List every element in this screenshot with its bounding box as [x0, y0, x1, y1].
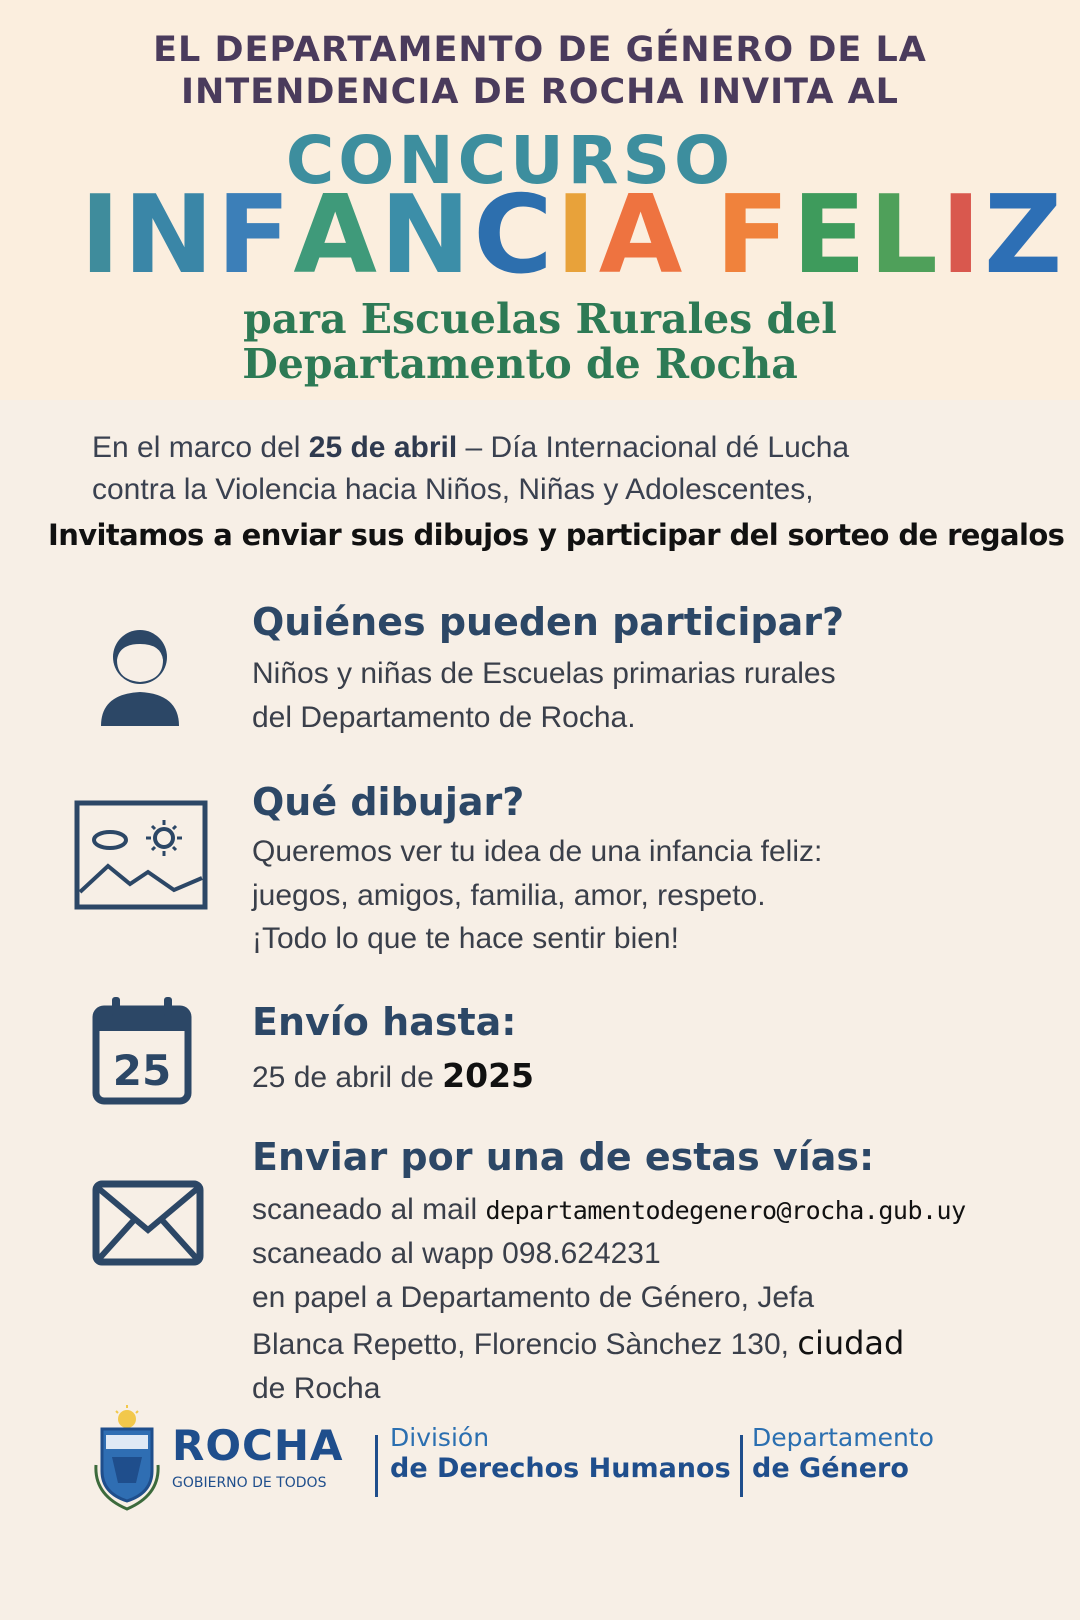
- deadline-title: Envío hasta:: [252, 1000, 517, 1044]
- intro-heading-line2: INTENDENCIA DE ROCHA INVITA AL: [181, 72, 899, 112]
- deadline-text: 25 de abril de 2025: [252, 1056, 534, 1095]
- rocha-coat-of-arms-icon: [92, 1405, 162, 1515]
- title-letter: N: [123, 173, 217, 298]
- send-text: scaneado al mail departamentodegenero@rocha.gub.uy scaneado al wapp 098.624231 en papel a Departamento de Género, Jefa Blanca Repetto, Florencio Sànchez 130, ciudad de Rocha: [252, 1188, 1052, 1411]
- title-letter: F: [715, 173, 793, 298]
- what-text: Queremos ver tu idea de una infancia feliz: juegos, amigos, familia, amor, respeto. ¡Todo lo que te hace sentir bien!: [252, 835, 823, 955]
- title-letter: I: [940, 173, 984, 298]
- who-text: Niños y niñas de Escuelas primarias rurales del Departamento de Rocha.: [252, 657, 836, 734]
- rocha-logo-word: ROCHA: [172, 1421, 344, 1470]
- intro-date: 25 de abril: [308, 431, 458, 464]
- title-letter: C: [473, 173, 556, 298]
- what-title: Qué dibujar?: [252, 780, 525, 824]
- title-letter: I: [80, 173, 124, 298]
- subtitle-line2: Departamento de Rocha: [242, 340, 798, 388]
- intro-heading-line1: EL DEPARTAMENTO DE GÉNERO DE LA: [153, 30, 927, 70]
- subtitle-line1: para Escuelas Rurales del: [243, 295, 837, 343]
- department-label-big: de Género: [752, 1453, 909, 1484]
- division-label-small: División: [390, 1423, 490, 1452]
- divider: [375, 1435, 378, 1497]
- department-label-small: Departamento: [752, 1423, 934, 1452]
- title-letter: A: [293, 173, 380, 298]
- person-icon: [95, 622, 185, 726]
- title-letter: A: [598, 173, 686, 298]
- intro-paragraph-line2: contra la Violencia hacia Niños, Niñas y Adolescentes,: [92, 473, 814, 506]
- whatsapp-number: scaneado al wapp 098.624231: [252, 1237, 661, 1271]
- division-label-big: de Derechos Humanos: [390, 1453, 731, 1484]
- title-letter: [685, 182, 715, 290]
- divider: [740, 1435, 743, 1497]
- intro-paragraph-line1: En el marco del 25 de abril – Día Internacional dé Lucha: [92, 431, 850, 464]
- email-link[interactable]: departamentodegenero@rocha.gub.uy: [485, 1196, 966, 1225]
- footer-logos: [92, 1405, 992, 1515]
- envelope-icon: [92, 1180, 204, 1266]
- title-letter: E: [792, 173, 869, 298]
- call-to-action: Invitamos a enviar sus dibujos y participar del sorteo de regalos: [48, 518, 1065, 552]
- title-letter: L: [868, 173, 941, 298]
- picture-icon: [74, 800, 208, 910]
- title-letter: F: [216, 173, 294, 298]
- rocha-logo-tagline: GOBIERNO DE TODOS: [172, 1475, 327, 1491]
- deadline-year: 2025: [442, 1056, 534, 1095]
- concurso-label: CONCURSO: [285, 122, 735, 199]
- title-letter: N: [379, 173, 474, 298]
- hero-banner: [0, 0, 1080, 400]
- calendar-day: 25: [112, 1046, 172, 1095]
- calendar-icon: [92, 995, 192, 1105]
- title-letter: Z: [983, 173, 1066, 298]
- who-title: Quiénes pueden participar?: [252, 600, 845, 644]
- title-letter: I: [555, 173, 599, 298]
- send-title: Enviar por una de estas vías:: [252, 1135, 875, 1179]
- contest-title: [80, 173, 1066, 298]
